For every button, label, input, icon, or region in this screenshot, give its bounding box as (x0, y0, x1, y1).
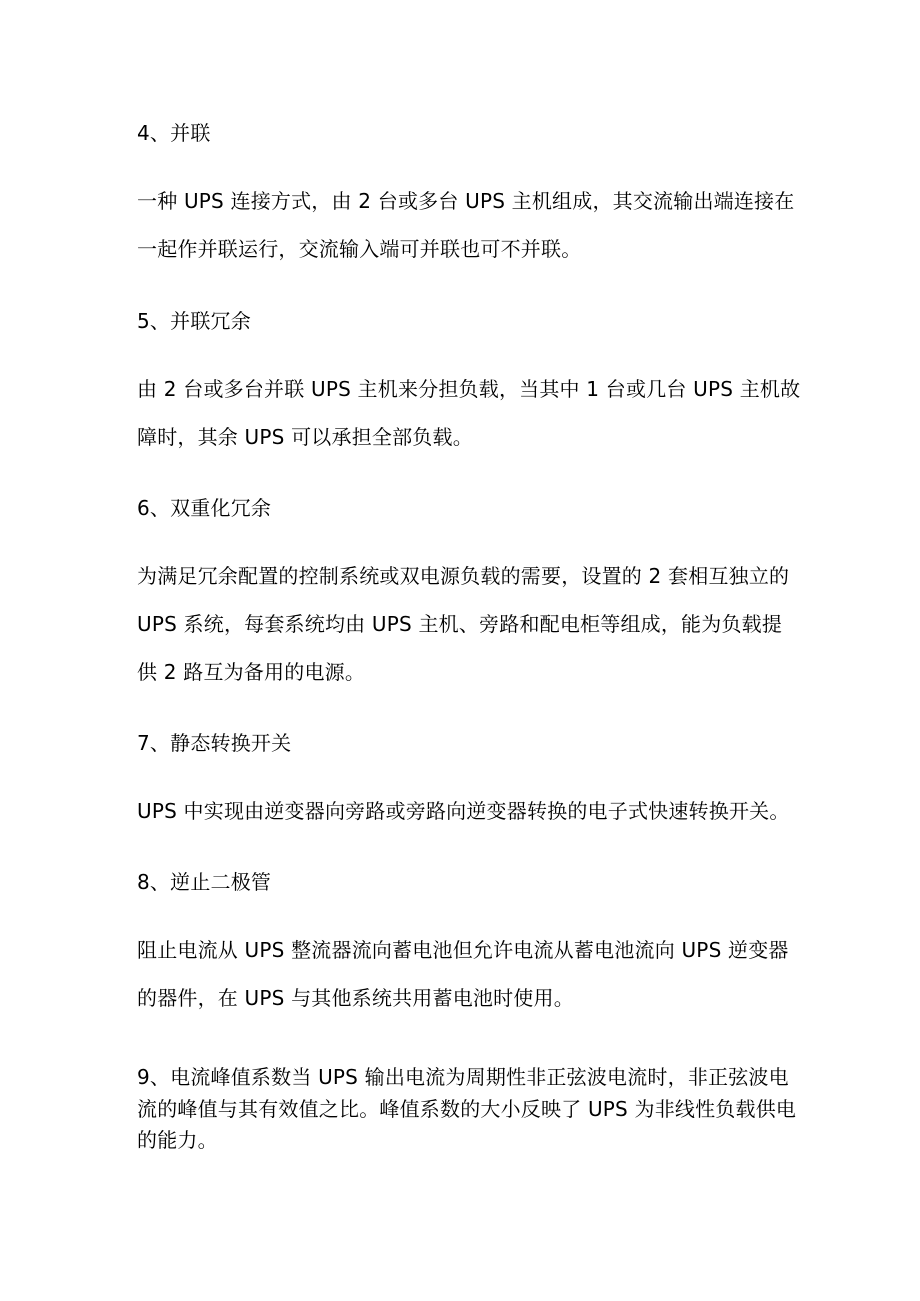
paragraph-line: 的器件，在 UPS 与其他系统共用蓄电池时使用。 (137, 986, 574, 1010)
paragraph-line: 供 2 路互为备用的电源。 (137, 660, 366, 684)
paragraph-line: 流的峰值与其有效值之比。峰值系数的大小反映了 UPS 为非线性负载供电 (137, 1097, 797, 1121)
paragraph-line: 一起作并联运行，交流输入端可并联也可不并联。 (137, 237, 582, 261)
paragraph-line: 的能力。 (137, 1128, 218, 1152)
paragraph-line: 为满足冗余配置的控制系统或双电源负载的需要，设置的 2 套相互独立的 (137, 564, 790, 588)
paragraph-line: 障时，其余 UPS 可以承担全部负载。 (137, 425, 473, 449)
section-heading: 8、逆止二极管 (137, 870, 272, 894)
paragraph-line: 阻止电流从 UPS 整流器流向蓄电池但允许电流从蓄电池流向 UPS 逆变器 (137, 938, 789, 962)
paragraph-line: UPS 系统，每套系统均由 UPS 主机、旁路和配电柜等组成，能为负载提 (137, 612, 783, 636)
paragraph-line: 一种 UPS 连接方式，由 2 台或多台 UPS 主机组成，其交流输出端连接在 (137, 189, 795, 213)
section-heading: 6、双重化冗余 (137, 496, 272, 520)
section-heading: 4、并联 (137, 121, 211, 145)
section-heading: 5、并联冗余 (137, 309, 251, 333)
section-heading: 7、静态转换开关 (137, 731, 292, 755)
paragraph-line: 由 2 台或多台并联 UPS 主机来分担负载，当其中 1 台或几台 UPS 主机故 (137, 377, 801, 401)
paragraph-line: UPS 中实现由逆变器向旁路或旁路向逆变器转换的电子式快速转换开关。 (137, 799, 790, 823)
paragraph-line: 9、电流峰值系数当 UPS 输出电流为周期性非正弦波电流时，非正弦波电 (137, 1065, 789, 1089)
